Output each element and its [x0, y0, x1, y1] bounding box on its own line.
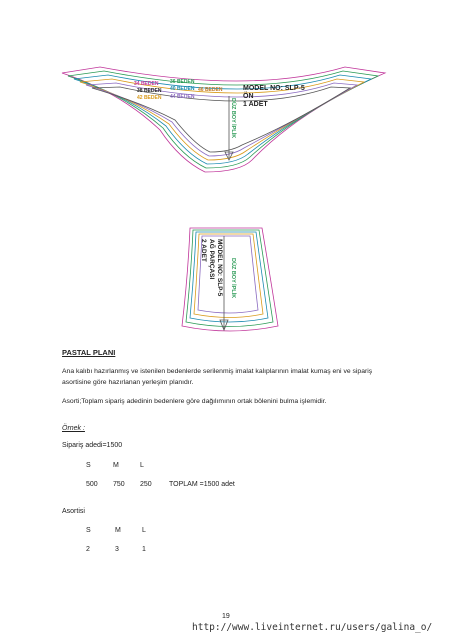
- size-label-42: 42 BEDEN: [137, 95, 162, 101]
- assortment-value-l: 1: [142, 546, 146, 553]
- front-grain-label: DÜZ BOY İPLİK: [230, 98, 236, 139]
- order-quantity: Sipariş adedi=1500: [62, 442, 123, 449]
- order-size-values: [86, 481, 235, 488]
- order-value-m: 750: [113, 481, 125, 488]
- size-label-36: 36 BEDEN: [170, 79, 195, 85]
- size-label-46: 46 BEDEN: [198, 87, 223, 93]
- assortment-headers: [86, 527, 169, 534]
- paragraph-assortment: Asorti;Toplam sipariş adedinin bedenlere göre dağılımının ortak bölenini bulma işlemidir.: [62, 398, 327, 405]
- section-title: PASTAL PLANI: [62, 348, 116, 357]
- page-number: 19: [222, 613, 230, 620]
- gusset-model-number: MODEL NO: SLP-5: [216, 239, 223, 297]
- front-piece-count: 1 ADET: [243, 101, 268, 108]
- assortment-label: Asortisi: [62, 508, 85, 515]
- size-label-38: 38 BEDEN: [137, 88, 162, 94]
- order-value-s: 500: [86, 481, 98, 488]
- example-label: Örnek :: [62, 425, 85, 432]
- front-piece-name: ÖN: [243, 93, 254, 100]
- source-url: http://www.liveinternet.ru/users/galina_o/: [192, 622, 433, 633]
- gusset-piece-count: 2 ADET: [200, 239, 207, 262]
- gusset-grain-label: DÜZ BOY İPLİK: [230, 258, 236, 299]
- order-total: TOPLAM =1500 adet: [169, 481, 235, 488]
- front-piece-outlines: [62, 67, 385, 172]
- assortment-header-l: L: [142, 527, 146, 534]
- gusset-piece-outlines: [182, 228, 278, 331]
- paragraph-definition: Ana kalıbı hazırlanmış ve istenilen bedenlerde serilenmiş imalat kalıplarının imalat kumaş eni ve sipariş asortisine göre hazırlanan yerleşim planıdır.: [62, 368, 373, 386]
- order-header-s: S: [86, 462, 91, 469]
- gusset-piece-name: AĞ PARÇASI: [208, 239, 215, 280]
- assortment-header-m: M: [115, 527, 121, 534]
- order-header-l: L: [140, 462, 144, 469]
- order-size-headers: [86, 462, 167, 469]
- assortment-header-s: S: [86, 527, 91, 534]
- front-model-number: MODEL NO: SLP-5: [243, 85, 305, 92]
- order-value-l: 250: [140, 481, 152, 488]
- size-label-34: 34 BEDEN: [134, 81, 159, 87]
- size-label-40: 40 BEDEN: [170, 86, 195, 92]
- assortment-value-s: 2: [86, 546, 90, 553]
- order-header-m: M: [113, 462, 119, 469]
- size-label-44: 44 BEDEN: [170, 94, 195, 100]
- assortment-value-m: 3: [115, 546, 119, 553]
- assortment-values: [86, 546, 169, 553]
